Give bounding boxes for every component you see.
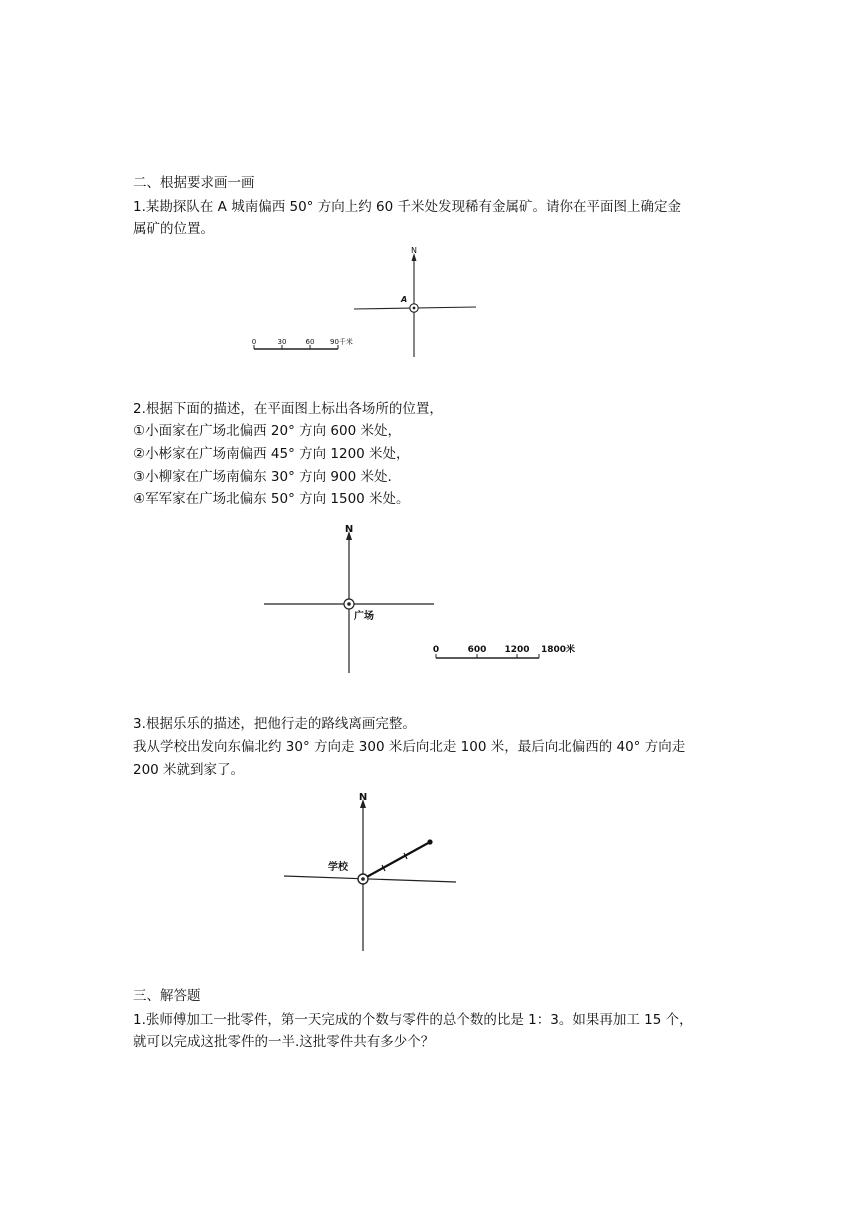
question-2-intro: 2.根据下面的描述，在平面图上标出各场所的位置，	[133, 401, 443, 417]
figure-2-center-label: 广场	[354, 611, 374, 622]
figure-1-scale-label-3: 90千米	[330, 338, 353, 346]
figure-1-point-label: A	[401, 295, 408, 304]
question-2-item-4: ④军军家在广场北偏东 50° 方向 1500 米处。	[133, 491, 410, 507]
figure-1-north-label: N	[411, 246, 417, 255]
section-heading-3: 三、解答题	[133, 988, 201, 1004]
question-1-text-line-2: 属矿的位置。	[133, 221, 214, 237]
figure-3-route-segment	[363, 842, 430, 879]
figure-2-scale-label-0: 0	[432, 645, 440, 655]
figure-3-north-label: N	[358, 792, 368, 803]
question-2-item-3: ③小柳家在广场南偏东 30° 方向 900 米处.	[133, 469, 392, 485]
answer-question-1-line-2: 就可以完成这批零件的一半.这批零件共有多少个？	[133, 1034, 435, 1050]
question-3-text-line-1: 我从学校出发向东偏北约 30° 方向走 300 米后向北走 100 米，最后向北偏西的 40° 方向走	[133, 739, 686, 755]
question-1-text-line-1: 1.某勘探队在 A 城南偏西 50° 方向上约 60 千米处发现稀有金属矿。请你在平面图上确定金	[133, 199, 681, 215]
figure-3-route-end-point	[427, 839, 432, 844]
figure-2-north-label: N	[344, 524, 354, 535]
figure-1-scale-label-0: 0	[251, 338, 257, 346]
question-3-intro: 3.根据乐乐的描述，把他行走的路线离画完整。	[133, 716, 416, 732]
question-3-text-line-2: 200 米就到家了。	[133, 762, 245, 778]
figure-2-scale-label-3: 1800米	[541, 645, 576, 655]
figure-3-east-west-axis	[284, 876, 456, 882]
figure-2-scale-label-1: 600	[467, 645, 487, 655]
figure-1-scale-label-2: 60	[305, 338, 315, 346]
section-heading-2: 二、根据要求画一画	[133, 175, 255, 191]
figure-1-scale-label-1: 30	[277, 338, 287, 346]
figure-3-center-label: 学校	[328, 862, 348, 873]
figure-2-scale-label-2: 1200	[504, 645, 530, 655]
question-2-item-2: ②小彬家在广场南偏西 45° 方向 1200 米处，	[133, 446, 410, 462]
figure-1-map	[240, 245, 490, 365]
answer-question-1-line-1: 1.张师傅加工一批零件，第一天完成的个数与零件的总个数的比是 1：3。如果再加工 15 个，	[133, 1012, 693, 1028]
question-2-item-1: ①小面家在广场北偏西 20° 方向 600 米处，	[133, 423, 401, 439]
figure-3-map	[280, 786, 460, 956]
figure-2-map	[258, 518, 598, 678]
